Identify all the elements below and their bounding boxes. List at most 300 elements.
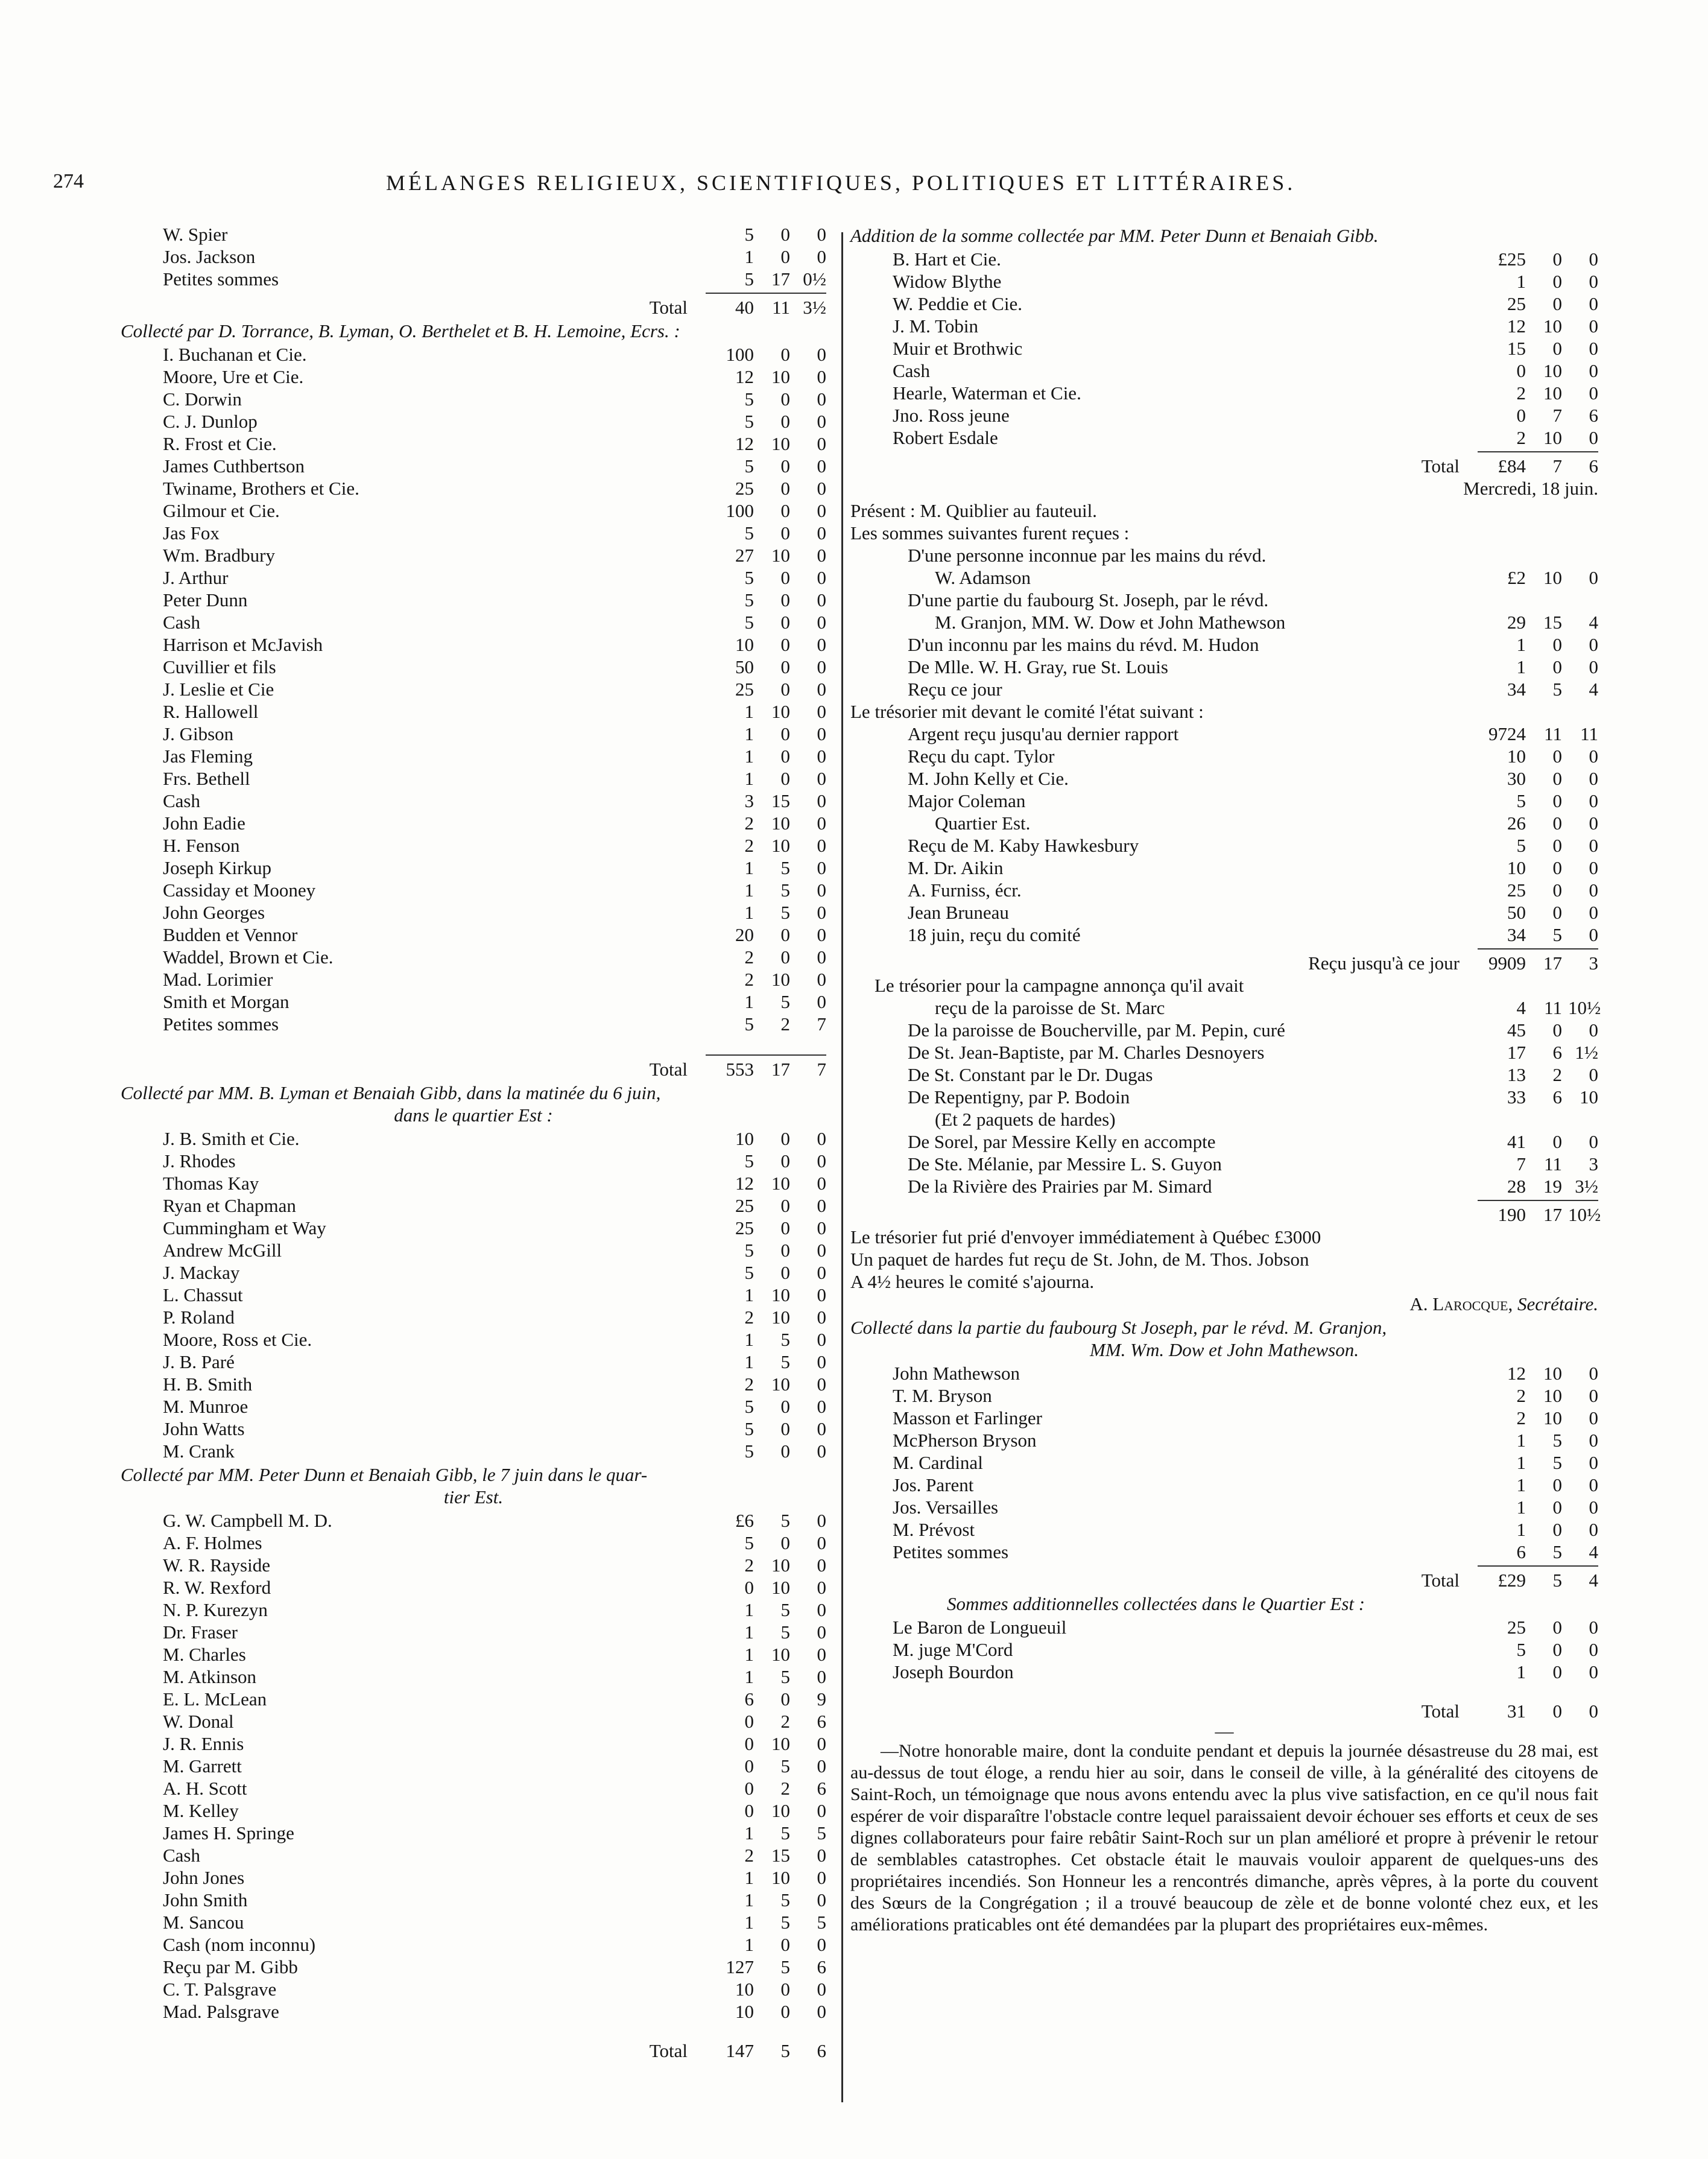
- row-name: W. Peddie et Cie.: [893, 293, 1022, 314]
- pounds-value: 50: [1507, 902, 1526, 923]
- pence-value: 0: [1589, 567, 1598, 588]
- pence-value: 0: [1589, 1452, 1598, 1473]
- ledger-row: [121, 901, 826, 924]
- ledger-row: [850, 1616, 1598, 1638]
- pence-value: 0: [1589, 1661, 1598, 1682]
- pounds-value: 25: [1507, 1617, 1526, 1638]
- shillings-value: 0: [1552, 1639, 1562, 1660]
- shillings-value: 15: [1543, 612, 1562, 633]
- shillings-value: 0: [780, 388, 790, 410]
- pounds-value: 5: [744, 1240, 754, 1261]
- row-amount: [1478, 270, 1598, 293]
- ledger-row: [850, 1153, 1598, 1175]
- pence-value: 0: [1589, 813, 1598, 834]
- total-label: Total: [1421, 455, 1460, 477]
- pounds-value: 1: [744, 701, 754, 722]
- shillings-value: 0: [780, 1128, 790, 1149]
- row-amount: [706, 834, 826, 857]
- row-name: N. P. Kurezyn: [163, 1599, 268, 1620]
- ledger-row: [121, 1532, 826, 1554]
- pounds-value: 5: [1516, 790, 1526, 811]
- pounds-value: 1: [744, 1889, 754, 1910]
- ledger-row: [850, 1108, 1598, 1130]
- pence-value: 0: [1589, 1363, 1598, 1384]
- pence-value: 0: [817, 1510, 826, 1531]
- row-name: Major Coleman: [908, 790, 1026, 811]
- row-amount: [1478, 1384, 1598, 1407]
- row-name: Peter Dunn: [163, 589, 248, 610]
- shillings-value: 5: [1552, 924, 1562, 945]
- row-amount: [1478, 834, 1598, 857]
- ledger-row: [121, 433, 826, 455]
- row-name: Harrison et McJavish: [163, 634, 323, 655]
- row-name: Joseph Kirkup: [163, 857, 271, 878]
- row-amount: [706, 522, 826, 544]
- pence-value: 0: [1589, 746, 1598, 767]
- ledger-row: [850, 767, 1598, 790]
- shillings-value: 10: [771, 1800, 790, 1821]
- shillings-value: 0: [780, 946, 790, 968]
- right-column: [850, 223, 1601, 1936]
- sum-line: [1478, 451, 1598, 452]
- row-name: M. Granjon, MM. W. Dow et John Mathewson: [935, 612, 1286, 633]
- shillings-value: 19: [1543, 1176, 1562, 1197]
- pence-value: 4: [1589, 1541, 1598, 1562]
- pounds-value: 1: [744, 1867, 754, 1888]
- row-amount: [1478, 767, 1598, 790]
- row-name: De Repentigny, par P. Bodoin: [908, 1086, 1130, 1108]
- section-heading: [121, 1082, 826, 1126]
- ledger-row: [850, 1661, 1598, 1683]
- pence-value: 0: [817, 656, 826, 677]
- shillings-value: 0: [1552, 1474, 1562, 1495]
- ledger-row: [121, 834, 826, 857]
- shillings-value: 0: [780, 1396, 790, 1417]
- shillings-value: 0: [780, 746, 790, 767]
- ledger-row: [121, 656, 826, 678]
- total-amount: [1478, 455, 1598, 477]
- row-name: J. Rhodes: [163, 1150, 236, 1171]
- pence-value: 0: [817, 1666, 826, 1687]
- pence-value: 0: [817, 1599, 826, 1620]
- pence-value: 6: [1589, 405, 1598, 426]
- ledger-row: [121, 246, 826, 268]
- ledger-row: [121, 343, 826, 366]
- ledger-row: [850, 1384, 1598, 1407]
- row-amount: [1478, 248, 1598, 270]
- pounds-value: 3: [744, 790, 754, 811]
- row-name: J. B. Smith et Cie.: [163, 1128, 300, 1149]
- pence-value: 0: [817, 1195, 826, 1216]
- row-name: W. Spier: [163, 224, 228, 245]
- total-value: 17: [1543, 953, 1562, 974]
- row-amount: [706, 1576, 826, 1599]
- section-heading: [121, 1463, 826, 1508]
- row-amount: [706, 1261, 826, 1284]
- row-name: C. Dorwin: [163, 388, 242, 410]
- ledger-row: [121, 745, 826, 767]
- pence-value: 0½: [803, 268, 826, 290]
- row-name: M. Charles: [163, 1644, 246, 1665]
- row-name: Moore, Ure et Cie.: [163, 366, 304, 387]
- row-name: Robert Esdale: [893, 427, 998, 448]
- shillings-value: 5: [1552, 1430, 1562, 1451]
- ledger-row: [121, 723, 826, 745]
- pounds-value: 5: [744, 589, 754, 610]
- pence-value: 0: [817, 723, 826, 744]
- row-name: J. R. Ennis: [163, 1733, 244, 1754]
- pounds-value: 1: [1516, 1452, 1526, 1473]
- pence-value: 6: [817, 1956, 826, 1977]
- row-amount: [706, 1733, 826, 1755]
- total-value: 3: [1589, 953, 1598, 974]
- pence-value: 0: [817, 224, 826, 245]
- row-name: J. Gibson: [163, 723, 234, 744]
- shillings-value: 10: [771, 433, 790, 454]
- row-amount: [706, 223, 826, 246]
- row-name: (Et 2 paquets de hardes): [935, 1109, 1116, 1130]
- shillings-value: 0: [780, 1934, 790, 1955]
- total-value: 7: [817, 1059, 826, 1080]
- ledger-row: [850, 1407, 1598, 1429]
- pounds-value: 34: [1507, 924, 1526, 945]
- ledger-row: [121, 1911, 826, 1933]
- row-name: De la paroisse de Boucherville, par M. Pepin, curé: [908, 1019, 1285, 1041]
- pounds-value: 1: [744, 1622, 754, 1643]
- spacer: [850, 1683, 1598, 1700]
- row-name: reçu de la paroisse de St. Marc: [935, 997, 1165, 1018]
- shillings-value: 10: [1543, 1407, 1562, 1428]
- shillings-value: 0: [1552, 835, 1562, 856]
- shillings-value: 10: [771, 545, 790, 566]
- row-amount: [1478, 1518, 1598, 1541]
- pounds-value: 10: [735, 634, 754, 655]
- total-label: Total: [649, 297, 688, 318]
- ledger-row: [121, 1576, 826, 1599]
- total-value: 6: [817, 2040, 826, 2061]
- row-amount: [1478, 1638, 1598, 1661]
- row-name: Masson et Farlinger: [893, 1407, 1042, 1428]
- row-amount: [706, 1978, 826, 2000]
- shillings-value: 0: [780, 1195, 790, 1216]
- row-name: De Sorel, par Messire Kelly en accompte: [908, 1131, 1216, 1152]
- pounds-value: 2: [744, 1307, 754, 1328]
- shillings-value: 10: [1543, 360, 1562, 381]
- pounds-value: 0: [744, 1778, 754, 1799]
- row-name: Argent reçu jusqu'au dernier rapport: [908, 723, 1179, 744]
- row-amount: [706, 611, 826, 633]
- shillings-value: 10: [771, 835, 790, 856]
- total-amount: [1478, 1203, 1601, 1226]
- shillings-value: 0: [1552, 249, 1562, 270]
- pence-value: 0: [817, 1755, 826, 1777]
- ledger-row: [850, 544, 1598, 566]
- ledger-row: [850, 834, 1598, 857]
- ledger-row: [121, 1351, 826, 1373]
- pence-value: 0: [817, 1622, 826, 1643]
- pence-value: 0: [817, 2001, 826, 2022]
- row-amount: [1478, 293, 1598, 315]
- total-amount: [706, 1058, 826, 1080]
- pence-value: 0: [817, 1934, 826, 1955]
- total-value: 17: [1543, 1204, 1562, 1225]
- ledger-row: [121, 1013, 826, 1035]
- ledger-row: [850, 1041, 1598, 1064]
- pence-value: 11: [1580, 723, 1598, 744]
- row-amount: [1478, 1175, 1598, 1197]
- shillings-value: 6: [1552, 1042, 1562, 1063]
- row-amount: [706, 767, 826, 790]
- pence-value: 0: [1589, 315, 1598, 337]
- pounds-value: 5: [744, 522, 754, 544]
- row-name: J. Leslie et Cie: [163, 679, 274, 700]
- row-amount: [1478, 360, 1598, 382]
- total-value: 10½: [1568, 1204, 1601, 1225]
- total-value: 3½: [803, 297, 826, 318]
- pence-value: 0: [817, 1845, 826, 1866]
- ledger-row: [850, 812, 1598, 834]
- row-name: James Cuthbertson: [163, 455, 305, 477]
- ledger-row: [850, 790, 1598, 812]
- shillings-value: 0: [780, 1150, 790, 1171]
- ledger-row: [850, 611, 1598, 633]
- total-row: [121, 296, 826, 319]
- shillings-value: 0: [780, 612, 790, 633]
- ledger-row: [121, 1844, 826, 1866]
- row-name: M. Dr. Aikin: [908, 857, 1004, 878]
- row-name: John Eadie: [163, 813, 245, 834]
- ledger-row: [121, 879, 826, 901]
- total-value: 190: [1498, 1204, 1526, 1225]
- pounds-value: 33: [1507, 1086, 1526, 1108]
- pounds-value: 5: [744, 1532, 754, 1553]
- ledger-row: [850, 1451, 1598, 1474]
- row-name: Reçu par M. Gibb: [163, 1956, 298, 1977]
- pounds-value: 2: [744, 969, 754, 990]
- pounds-value: 10: [735, 1128, 754, 1149]
- pounds-value: 9724: [1488, 723, 1526, 744]
- row-amount: [1478, 1362, 1598, 1384]
- pence-value: 0: [1589, 427, 1598, 448]
- pence-value: 0: [817, 411, 826, 432]
- pounds-value: 12: [735, 433, 754, 454]
- row-amount: [706, 633, 826, 656]
- pounds-value: 50: [735, 656, 754, 677]
- pounds-value: 7: [1516, 1153, 1526, 1175]
- total-label: Total: [649, 2040, 688, 2061]
- shillings-value: 5: [780, 1666, 790, 1687]
- row-name: A. Furniss, écr.: [908, 880, 1022, 901]
- shillings-value: 11: [1544, 723, 1562, 744]
- total-label: Total: [1421, 1701, 1460, 1722]
- shillings-value: 0: [1552, 1131, 1562, 1152]
- shillings-value: 15: [771, 790, 790, 811]
- total-value: 5: [780, 2040, 790, 2061]
- row-amount: [706, 366, 826, 388]
- row-amount: [1478, 997, 1601, 1019]
- ledger-row: [850, 1019, 1598, 1041]
- row-name: Reçu ce jour: [908, 679, 1002, 700]
- row-name: Reçu de M. Kaby Hawkesbury: [908, 835, 1139, 856]
- ledger-row: [121, 1418, 826, 1440]
- ledger-row: [121, 1710, 826, 1733]
- ledger-row: [850, 745, 1598, 767]
- pounds-value: 5: [744, 1418, 754, 1439]
- row-name: Budden et Vennor: [163, 924, 298, 945]
- row-name: G. W. Campbell M. D.: [163, 1510, 332, 1531]
- pounds-value: 10: [1507, 746, 1526, 767]
- row-amount: [1478, 745, 1598, 767]
- shillings-value: 0: [780, 411, 790, 432]
- ledger-row: [121, 1889, 826, 1911]
- pence-value: 0: [817, 1555, 826, 1576]
- pounds-value: 4: [1516, 997, 1526, 1018]
- pence-value: 0: [1589, 1519, 1598, 1540]
- pence-value: 0: [817, 991, 826, 1012]
- shillings-value: 10: [771, 813, 790, 834]
- row-name: J. M. Tobin: [893, 315, 978, 337]
- shillings-value: 10: [1543, 315, 1562, 337]
- pence-value: 10½: [1568, 997, 1601, 1018]
- row-name: W. Adamson: [935, 567, 1031, 588]
- row-name: Twiname, Brothers et Cie.: [163, 478, 359, 499]
- row-amount: [1478, 1429, 1598, 1451]
- shillings-value: 0: [780, 1979, 790, 2000]
- row-name: M. Crank: [163, 1441, 235, 1462]
- pence-value: 6: [817, 1778, 826, 1799]
- shillings-value: 0: [780, 567, 790, 588]
- pence-value: 0: [817, 1577, 826, 1598]
- pounds-value: 1: [744, 1351, 754, 1372]
- ledger-row: [121, 1284, 826, 1306]
- ledger-row: [850, 879, 1598, 901]
- pence-value: 0: [817, 612, 826, 633]
- pounds-value: 2: [744, 1555, 754, 1576]
- shillings-value: 0: [780, 1262, 790, 1283]
- heading-text: Collecté par D. Torrance, B. Lyman, O. Berthelet et B. H. Lemoine, Ecrs. :: [121, 320, 680, 341]
- pounds-value: 5: [744, 1262, 754, 1283]
- ledger-row: [121, 499, 826, 522]
- shillings-value: 0: [1552, 1019, 1562, 1041]
- ledger-row: [121, 1150, 826, 1172]
- row-name: L. Chassut: [163, 1284, 243, 1305]
- pence-value: 0: [817, 1979, 826, 2000]
- row-amount: [706, 268, 826, 290]
- pence-value: 3½: [1575, 1176, 1598, 1197]
- row-name: M. juge M'Cord: [893, 1639, 1013, 1660]
- pounds-value: 5: [744, 455, 754, 477]
- shillings-value: 10: [771, 701, 790, 722]
- total-amount: [706, 2040, 826, 2062]
- ledger-row: [121, 1643, 826, 1666]
- ledger-row: [121, 1666, 826, 1688]
- ledger-row: [850, 1064, 1598, 1086]
- ledger-row: [850, 656, 1598, 678]
- shillings-value: 15: [771, 1845, 790, 1866]
- row-name: E. L. McLean: [163, 1688, 267, 1710]
- pounds-value: 1: [1516, 1474, 1526, 1495]
- pounds-value: 5: [744, 567, 754, 588]
- pence-value: 0: [1589, 271, 1598, 292]
- pence-value: 10: [1580, 1086, 1598, 1108]
- pounds-value: 25: [735, 1217, 754, 1238]
- ledger-row: [121, 1440, 826, 1462]
- pence-value: 0: [817, 634, 826, 655]
- shillings-value: 0: [1552, 857, 1562, 878]
- section-heading: [850, 1316, 1598, 1361]
- row-name: Thomas Kay: [163, 1173, 259, 1194]
- pounds-value: 1: [744, 1666, 754, 1687]
- pounds-value: 127: [726, 1956, 754, 1977]
- pence-value: 0: [817, 969, 826, 990]
- pence-value: 0: [1589, 382, 1598, 404]
- shillings-value: 10: [771, 1173, 790, 1194]
- pounds-value: 5: [744, 224, 754, 245]
- ledger-row: [121, 1822, 826, 1844]
- pence-value: 0: [1589, 656, 1598, 677]
- pounds-value: 1: [1516, 1430, 1526, 1451]
- row-amount: [1478, 1616, 1598, 1638]
- ledger-row: [121, 1239, 826, 1261]
- pence-value: 0: [1589, 1385, 1598, 1406]
- shillings-value: 10: [771, 969, 790, 990]
- pence-value: 0: [1589, 1474, 1598, 1495]
- ledger-row: [121, 700, 826, 723]
- heading-continuation: MM. Wm. Dow et John Mathewson.: [1090, 1339, 1359, 1360]
- shillings-value: 0: [1552, 271, 1562, 292]
- ledger-row: [850, 997, 1601, 1019]
- shillings-value: 0: [780, 1217, 790, 1238]
- pence-value: 9: [817, 1688, 826, 1710]
- pence-value: 0: [817, 1532, 826, 1553]
- row-name: Ryan et Chapman: [163, 1195, 296, 1216]
- pence-value: 0: [817, 567, 826, 588]
- total-value: 40: [735, 297, 754, 318]
- pounds-value: 30: [1507, 768, 1526, 789]
- row-amount: [1478, 1407, 1598, 1429]
- ledger-row: [850, 1474, 1598, 1496]
- row-amount: [1478, 1474, 1598, 1496]
- pence-value: 0: [1589, 1407, 1598, 1428]
- pounds-value: 2: [744, 1374, 754, 1395]
- row-amount: [706, 857, 826, 879]
- left-column: [121, 223, 826, 2062]
- ledger-row: [850, 1130, 1598, 1153]
- row-amount: [706, 1643, 826, 1666]
- pounds-value: 0: [744, 1800, 754, 1821]
- shillings-value: 0: [780, 500, 790, 521]
- pence-value: 0: [817, 433, 826, 454]
- row-amount: [706, 455, 826, 477]
- row-name: 18 juin, reçu du comité: [908, 924, 1081, 945]
- row-amount: [706, 1554, 826, 1576]
- row-name: Moore, Ross et Cie.: [163, 1329, 312, 1350]
- pounds-value: 5: [744, 1150, 754, 1171]
- shillings-value: 0: [780, 246, 790, 267]
- shillings-value: 2: [780, 1778, 790, 1799]
- pounds-value: 1: [744, 723, 754, 744]
- shillings-value: 0: [780, 1240, 790, 1261]
- shillings-value: 10: [1543, 1363, 1562, 1384]
- row-name: I. Buchanan et Cie.: [163, 344, 307, 365]
- ledger-row: [850, 901, 1598, 924]
- ledger-row: [121, 522, 826, 544]
- pence-value: 4: [1589, 612, 1598, 633]
- ledger-row: [121, 1217, 826, 1239]
- pounds-value: 1: [744, 1284, 754, 1305]
- total-row: [121, 2040, 826, 2062]
- pounds-value: 2: [1516, 382, 1526, 404]
